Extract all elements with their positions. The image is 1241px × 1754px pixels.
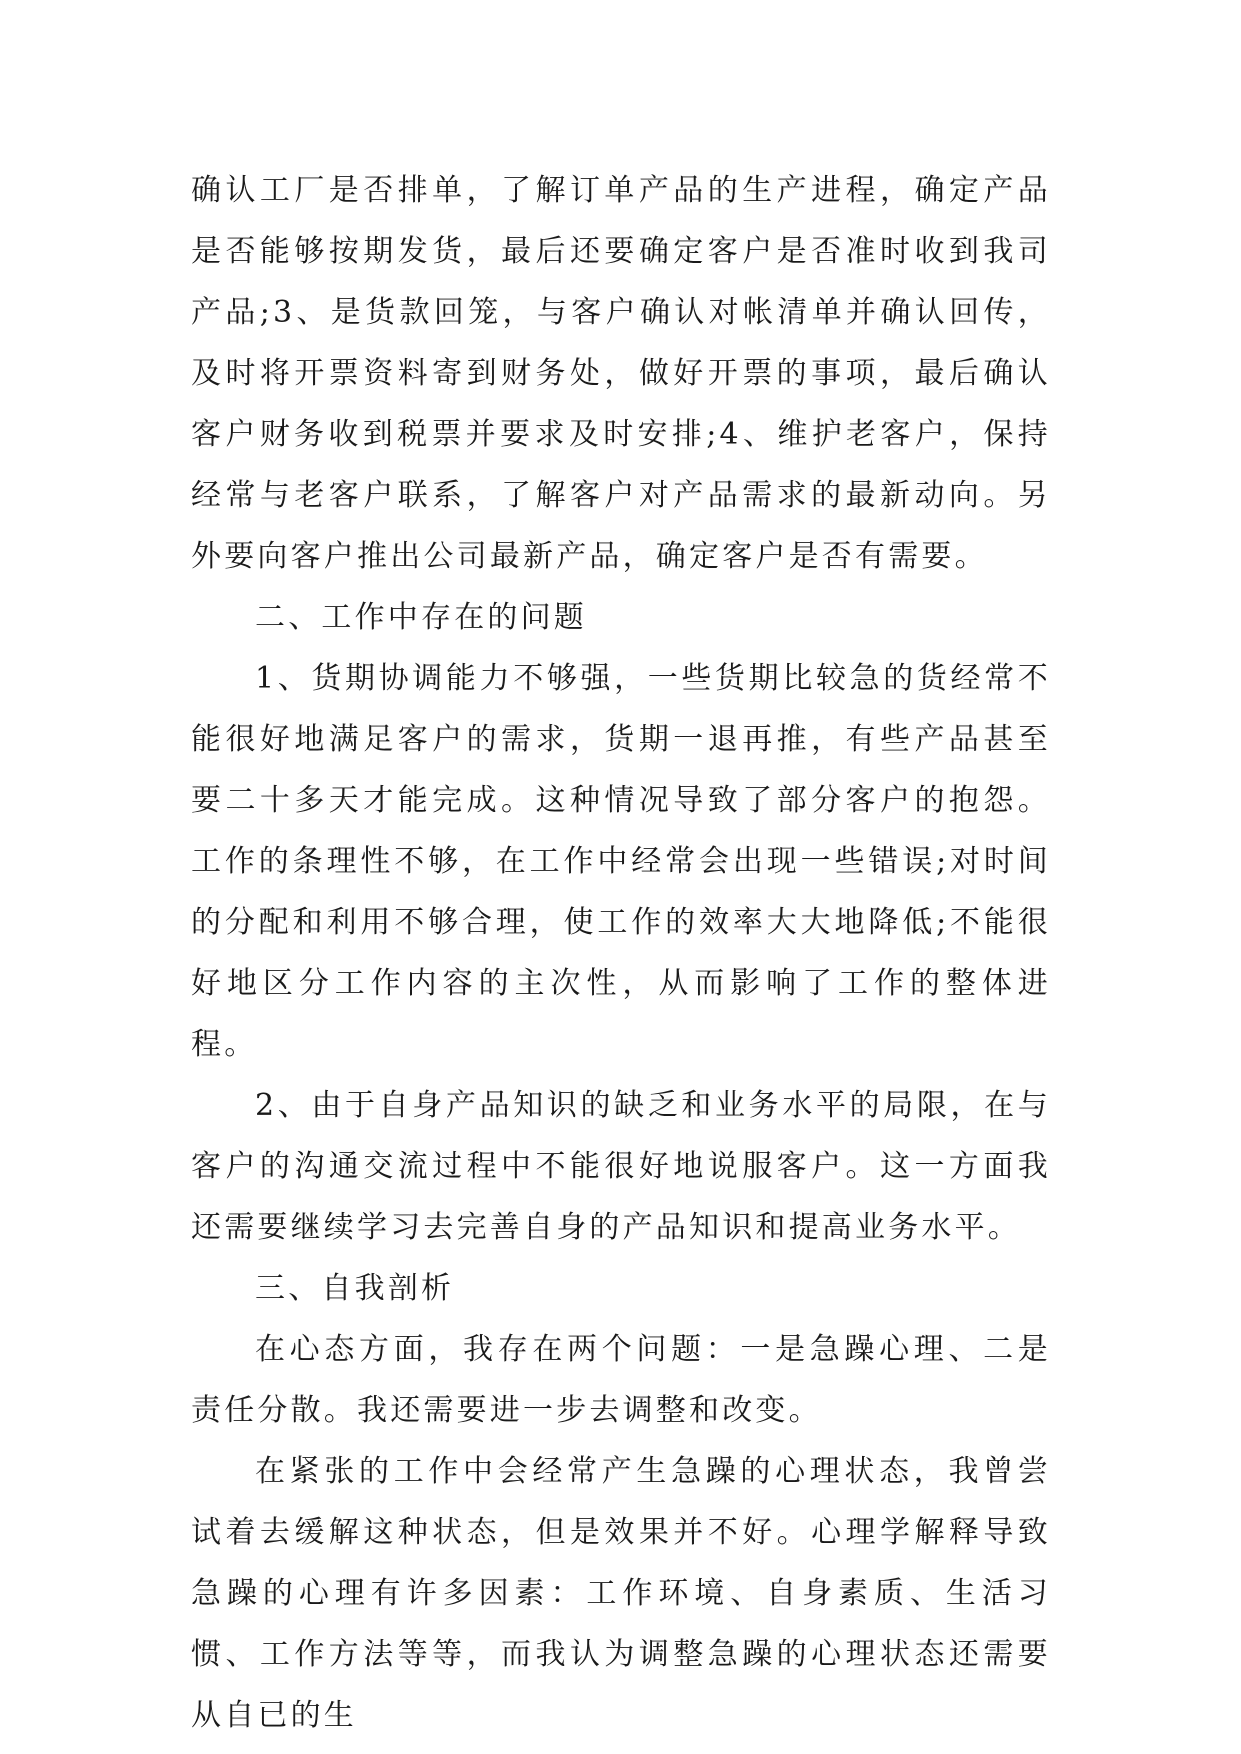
section-heading-problems: 二、工作中存在的问题 bbox=[255, 600, 587, 635]
paragraph-problem-1: 1、货期协调能力不够强，一些货期比较急的货经常不能很好地满足客户的需求，货期一退再推，有些产品甚至要二十多天才能完成。这种情况导致了部分客户的抱怨。工作的条理性不够，在工作中经常会出现一些错误;对时间的分配和利用不够合理，使工作的效率大大地降低;不能很好地区分工作内容的主次性，从而影响了工作的整体进程。 bbox=[191, 661, 1051, 1062]
paragraph-mindset: 在心态方面，我存在两个问题：一是急躁心理、二是责任分散。我还需要进一步去调整和改变。 bbox=[191, 1332, 1051, 1428]
paragraph-impatience: 在紧张的工作中会经常产生急躁的心理状态，我曾尝试着去缓解这种状态，但是效果并不好。心理学解释导致急躁的心理有许多因素：工作环境、自身素质、生活习惯、工作方法等等，而我认为调整急躁的心理状态还需要从自已的生 bbox=[191, 1454, 1051, 1733]
paragraph-continuation: 确认工厂是否排单，了解订单产品的生产进程，确定产品是否能够按期发货，最后还要确定客户是否准时收到我司产品;3、是货款回笼，与客户确认对帐清单并确认回传，及时将开票资料寄到财务处，做好开票的事项，最后确认客户财务收到税票并要求及时安排;4、维护老客户，保持经常与老客户联系，了解客户对产品需求的最新动向。另外要向客户推出公司最新产品，确定客户是否有需要。 bbox=[191, 173, 1051, 574]
section-heading-self-analysis: 三、自我剖析 bbox=[255, 1271, 455, 1306]
document-body bbox=[191, 160, 1051, 1746]
paragraph-problem-2: 2、由于自身产品知识的缺乏和业务水平的局限，在与客户的沟通交流过程中不能很好地说服客户。这一方面我还需要继续学习去完善自身的产品知识和提高业务水平。 bbox=[191, 1088, 1051, 1245]
